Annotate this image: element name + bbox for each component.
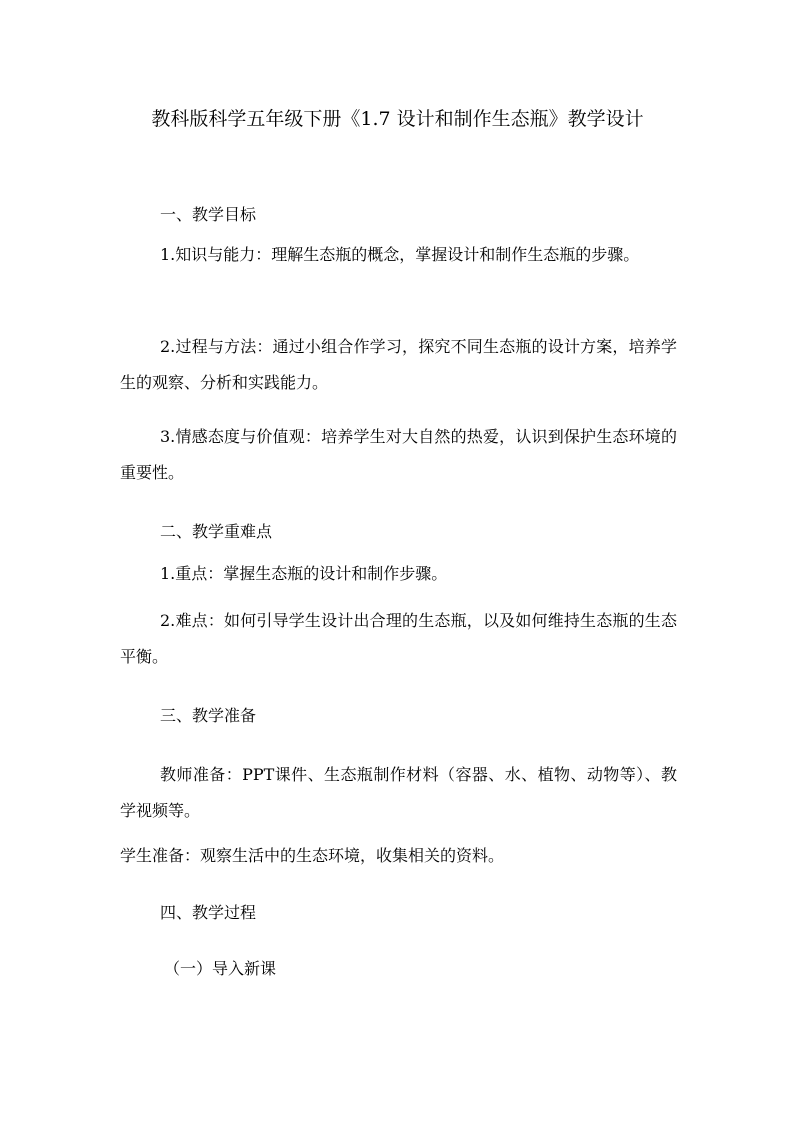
goal-item-2: 2.过程与方法：通过小组合作学习，探究不同生态瓶的设计方案，培养学生的观察、分析和实践能力。 — [120, 337, 677, 392]
key-point-item-1: 1.重点：掌握生态瓶的设计和制作步骤。 — [160, 564, 448, 583]
process-subheading-1: （一）导入新课 — [164, 959, 277, 978]
goal-item-3: 3.情感态度与价值观：培养学生对大自然的热爱，认识到保护生态环境的重要性。 — [120, 427, 677, 482]
goals-heading: 一、教学目标 — [160, 205, 257, 224]
key-points-heading: 二、教学重难点 — [160, 522, 273, 541]
preparation-heading: 三、教学准备 — [160, 706, 257, 725]
key-point-item-2: 2.难点：如何引导学生设计出合理的生态瓶，以及如何维持生态瓶的生态平衡。 — [120, 611, 677, 666]
document-title: 教科版科学五年级下册《1.7 设计和制作生态瓶》教学设计 — [151, 108, 644, 130]
teacher-preparation: 教师准备：PPT课件、生态瓶制作材料（容器、水、植物、动物等）、教学视频等。 — [120, 765, 677, 820]
process-heading: 四、教学过程 — [160, 903, 257, 922]
goal-item-1: 1.知识与能力：理解生态瓶的概念，掌握设计和制作生态瓶的步骤。 — [160, 245, 640, 264]
student-preparation: 学生准备：观察生活中的生态环境，收集相关的资料。 — [120, 846, 505, 865]
